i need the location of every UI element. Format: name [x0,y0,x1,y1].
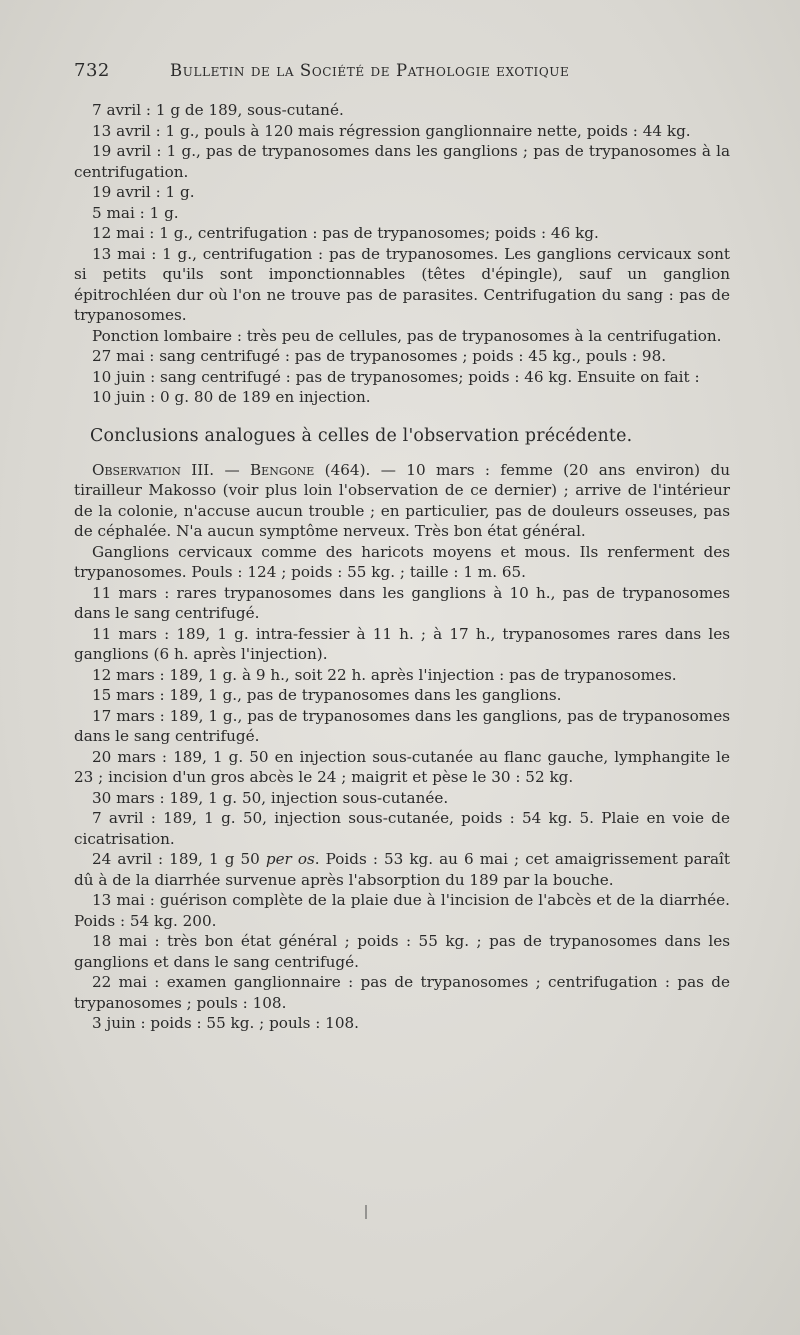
paragraph: 7 avril : 189, 1 g. 50, injection sous-cutanée, poids : 54 kg. 5. Plaie en voie de cicatrisation. [74,809,730,848]
text-run: 24 avril : 189, 1 g 50 [92,850,266,868]
paragraph: 18 mai : très bon état général ; poids : 55 kg. ; pas de trypanosomes dans les ganglions et dans le sang centrifugé. [74,932,730,971]
paragraph: 30 mars : 189, 1 g. 50, injection sous-cutanée. [92,788,449,807]
text-run: . Poids : 53 kg. au 6 mai ; cet amaigrissement paraît dû à de la diarrhée survenue après l'absorption du 189 par la bouche. [74,850,730,889]
paragraph: 10 juin : 0 g. 80 de 189 en injection. [92,388,371,406]
paragraph: 17 mars : 189, 1 g., pas de trypanosomes dans les ganglions, pas de trypanosomes dans le sang centrifugé. [74,706,730,745]
paragraph: 19 avril : 1 g., pas de trypanosomes dans les ganglions ; pas de trypanosomes à la centrifugation. [74,142,730,181]
paragraph: Ponction lombaire : très peu de cellules, pas de trypanosomes à la centrifugation. [92,326,722,345]
italic-text: per os [265,850,315,868]
section-heading: Conclusions analogues à celles de l'observation précédente. [90,425,633,446]
paragraph: 3 juin : poids : 55 kg. ; pouls : 108. [92,1014,359,1032]
page-number: 732 [74,60,110,81]
paragraph: 15 mars : 189, 1 g., pas de trypanosomes dans les ganglions. [92,686,562,704]
page-header [74,60,734,90]
observation-patient: — Bengone (464). [224,460,371,479]
paragraph: 20 mars : 189, 1 g. 50 en injection sous-cutanée au flanc gauche, lymphangite le 23 ; incision d'un gros abcès le 24 ; maigrit et pèse le 30 : 52 kg. [74,747,730,786]
paragraph: 22 mai : examen ganglionnaire : pas de trypanosomes ; centrifugation : pas de trypanosomes ; pouls : 108. [74,973,730,1012]
paragraph [74,849,730,890]
observation-text: — 10 mars : femme (20 ans environ) du tirailleur Makosso (voir plus loin l'observation de ce dernier) ; arrive de l'intérieur de la colonie, n'accuse aucun trouble ; en particulier, pas de douleurs osseuses, pas de céphalée. N'a aucun symptôme nerveux. Très bon état général. [74,460,730,540]
body-text [74,100,730,1034]
running-title: Bulletin de la Société de Pathologie exotique [170,61,570,80]
paragraph: 11 mars : 189, 1 g. intra-fessier à 11 h. ; à 17 h., trypanosomes rares dans les ganglions (6 h. après l'injection). [74,624,730,663]
paragraph: 10 juin : sang centrifugé : pas de trypanosomes; poids : 46 kg. Ensuite on fait : [92,367,700,386]
paragraph: 12 mai : 1 g., centrifugation : pas de trypanosomes; poids : 46 kg. [92,224,599,242]
observation-label: Observation III. [92,460,215,479]
paragraph: 7 avril : 1 g de 189, sous-cutané. [92,101,344,119]
paragraph: 12 mars : 189, 1 g. à 9 h., soit 22 h. après l'injection : pas de trypanosomes. [92,665,677,684]
paragraph: Ganglions cervicaux comme des haricots moyens et mous. Ils renferment des trypanosomes. Pouls : 124 ; poids : 55 kg. ; taille : 1 m. 65. [74,542,730,581]
paragraph: 13 avril : 1 g., pouls à 120 mais régression ganglionnaire nette, poids : 44 kg. [92,121,691,140]
observation-paragraph [74,460,730,542]
paragraph: 5 mai : 1 g. [92,203,179,222]
paragraph: 13 mai : 1 g., centrifugation : pas de trypanosomes. Les ganglions cervicaux sont si petits qu'ils sont imponctionnables (têtes d'épingle), sauf un ganglion épitrochléen dur où l'on ne trouve pas de parasites. Centrifugation du sang : pas de trypanosomes. [74,244,730,324]
paragraph: 19 avril : 1 g. [92,183,195,201]
paragraph: 11 mars : rares trypanosomes dans les ganglions à 10 h., pas de trypanosomes dans le sang centrifugé. [74,583,730,622]
print-mark [365,1205,367,1219]
paragraph: 27 mai : sang centrifugé : pas de trypanosomes ; poids : 45 kg., pouls : 98. [92,347,667,365]
paragraph: 13 mai : guérison complète de la plaie due à l'incision de l'abcès et de la diarrhée. Poids : 54 kg. 200. [74,891,730,930]
